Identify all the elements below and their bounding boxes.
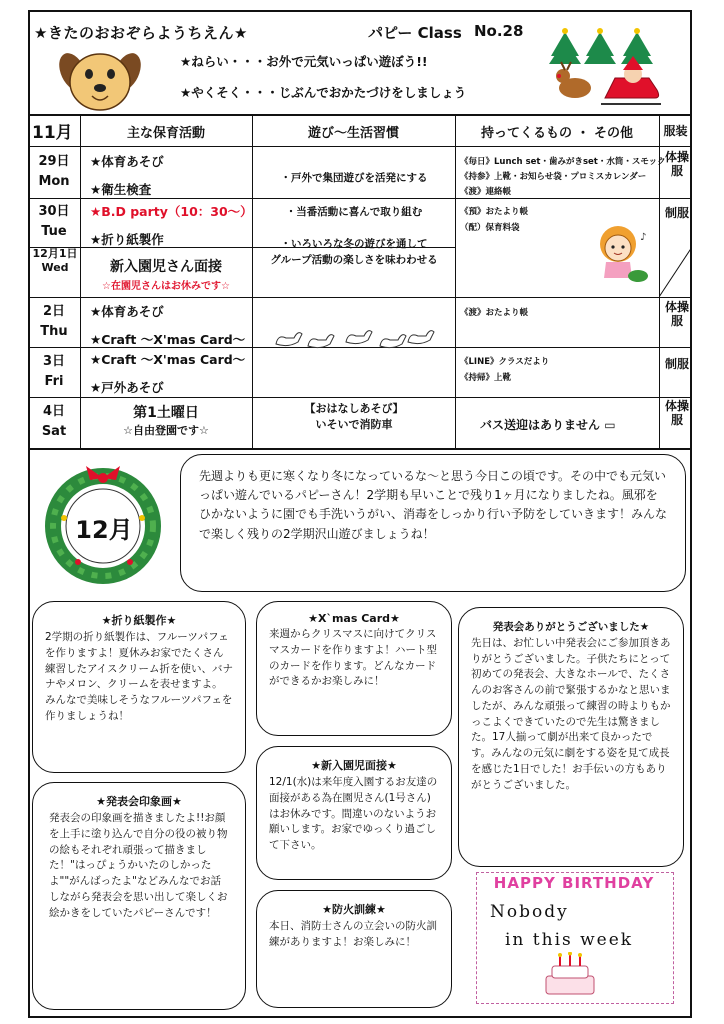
- origami-note: [32, 601, 246, 773]
- fire-drill-text: 本日、消防士さんの立会いの防火訓練がありますよ！お楽しみに！: [269, 920, 437, 948]
- activity-fri-1: ★Craft ～X'mas Card～: [90, 352, 246, 367]
- activity-mon-2: ★衛生検査: [90, 182, 152, 197]
- story-title: 【おはなしあそび】: [304, 402, 404, 415]
- items-tue-1: 《預》おたより帳: [460, 207, 529, 217]
- day-thu: 2日 Thu: [40, 304, 68, 340]
- class-promise: ★やくそく・・・じぶんでおかたづけをしましょう: [180, 85, 467, 100]
- class-name: パピー Class: [368, 24, 462, 42]
- svg-text:♪: ♪: [640, 232, 647, 243]
- birthday-title: HAPPY BIRTHDAY: [493, 874, 655, 892]
- activity-fri-2: ★戸外あそび: [90, 380, 164, 395]
- col-uniform: 服装: [663, 124, 688, 138]
- activity-thu-2: ★Craft ～X'mas Card～: [90, 332, 246, 347]
- story-name: いそいで消防車: [315, 418, 393, 431]
- recital-thanks-text: 先日は、お忙しい中発表会にご参加頂きありがとうございました。子供たちにとって初めての発表会、大きなホールで、たくさんのお客さんの前で緊張するかなと思いましたが、みんな頑張って練習の時よりもかっこよくできていたので先生は驚きました。17人揃って劇が出来て良かったです。みんなの元気に劇をする姿を見て成長を感じた1日でした！お手伝いの方もありがとうございました。: [471, 636, 671, 791]
- activity-sat-2: ☆自由登園です☆: [123, 424, 209, 437]
- birthday-line-1: Nobody: [490, 902, 569, 922]
- christmas-illustration: [545, 26, 665, 116]
- col-play-habits: 遊び～生活習慣: [307, 126, 399, 141]
- bus-icon: ▭: [604, 418, 616, 432]
- activity-wed-2: ☆在園児さんはお休みです☆: [102, 281, 230, 292]
- day-fri: 3日 Fri: [42, 354, 66, 390]
- girl-illustration: [596, 222, 654, 288]
- origami-text: 2学期の折り紙製作は、フルーツパフェを作りますよ！夏休みお家でたくさん練習したアイスクリーム折を使い、バナナやメロン、クリームを表せますよ。みんなで美味しそうなフルーツパフェを作りましょうね！: [45, 631, 233, 722]
- habit-2: ・当番活動に喜んで取り組む: [285, 206, 423, 218]
- activity-tue-2: ★折り紙製作: [90, 232, 164, 247]
- uniform-mon: 体操服: [664, 150, 689, 178]
- drawing-title: ★発表会印象画★: [96, 795, 182, 808]
- items-fri-1: 《LINE》クラスだより: [460, 357, 550, 367]
- uniform-sat: 体操服: [664, 399, 689, 427]
- dog-illustration: [55, 44, 145, 114]
- issue-number: No.28: [474, 22, 524, 40]
- items-tue-2: （配）保育料袋: [460, 223, 520, 233]
- items-mon-1: 《毎日》Lunch set・歯みがきset・水筒・スモック: [460, 157, 666, 167]
- xmas-note: [256, 601, 452, 736]
- month-badge: 12月: [75, 516, 133, 544]
- activity-thu-1: ★体育あそび: [90, 304, 164, 319]
- habit-4: グループ活動の楽しさを味わわせる: [270, 254, 438, 266]
- items-fri-2: 《持帰》上靴: [460, 373, 512, 383]
- col-items: 持ってくるもの ・ その他: [480, 126, 634, 141]
- xmas-text: 来週からクリスマスに向けてクリスマスカードを作りますよ！ハート型のカードを作ります。どんなカードができるかお楽しみに！: [269, 628, 437, 688]
- uniform-thu: 体操服: [664, 300, 689, 328]
- interview-title: ★新入園児面接★: [311, 759, 397, 772]
- drawing-text: 発表会の印象画を描きましたよ!!お顔を上手に塗り込んで自分の役の被り物の絵もそれぞれ頑張って描きました！"はっぴょうかいたのしかったよ""がんばったよ"などみんなでお話しながら発表会を思い出して楽しくお絵かきをしていたパピーさんです！: [49, 812, 228, 919]
- uniform-tue: 制服: [664, 206, 689, 220]
- table-bottom-border: [28, 448, 692, 450]
- activity-mon-1: ★体育あそび: [90, 154, 164, 169]
- interview-note: [256, 746, 452, 880]
- uniform-fri: 制服: [664, 357, 689, 371]
- day-tue: 30日 Tue: [38, 204, 70, 240]
- items-mon-2: 《持参》上靴・お知らせ袋・プロミスカレンダー: [460, 172, 647, 182]
- xmas-title: ★X`mas Card★: [308, 612, 400, 625]
- recital-thanks-note: [458, 607, 684, 867]
- table-header-border: [28, 146, 692, 147]
- fire-drill-note: [256, 890, 452, 1008]
- col-activities: 主な保育活動: [126, 126, 205, 141]
- cake-illustration: [540, 952, 600, 998]
- items-mon-3: 《渡》連絡帳: [460, 187, 512, 197]
- ducks-illustration: [268, 318, 443, 350]
- activity-wed-1: 新入園児さん面接: [110, 259, 222, 275]
- school-name: ★きたのおおぞらようちえん★: [34, 24, 248, 42]
- habit-3: ・いろいろな冬の遊びを通して: [280, 238, 428, 250]
- intro-bubble: [180, 454, 686, 592]
- items-thu-1: 《渡》おたより帳: [460, 308, 529, 318]
- activity-sat-1: 第1土曜日: [133, 405, 199, 421]
- day-wed: 12月1日 Wed: [32, 247, 78, 274]
- items-sat: バス送迎はありません ▭: [480, 418, 616, 432]
- day-sat: 4日 Sat: [41, 404, 67, 440]
- habit-1: ・戸外で集団遊びを活発にする: [280, 172, 428, 184]
- month-label: 11月: [32, 123, 73, 143]
- origami-title: ★折り紙製作★: [101, 614, 177, 627]
- diagonal-line: [659, 247, 692, 297]
- activity-tue-1: ★B.D party（10：30～）: [90, 204, 253, 219]
- day-mon: 29日 Mon: [38, 154, 70, 190]
- class-goal: ★ねらい・・・お外で元気いっぱい遊ぼう!!: [180, 54, 428, 69]
- table-top-border: [28, 114, 692, 116]
- fire-drill-title: ★防火訓練★: [322, 903, 386, 916]
- recital-thanks-title: 発表会ありがとうございました★: [492, 621, 650, 633]
- birthday-line-2: in this week: [505, 930, 634, 950]
- drawing-note: [32, 782, 246, 1010]
- interview-text: 12/1(水)は来年度入園するお友達の面接がある為在園児さん(1号さん)はお休みです。間違いのないようお願いします。お家でゆっくり過ごして下さい。: [269, 776, 438, 851]
- intro-text: 先週よりも更に寒くなり冬になっているな～と思う今日この頃です。その中でも元気いっぱい遊んでいるパピーさん！2学期も早いことで残り1ヶ月になりましたね。風邪をひかないように園でも手洗いうがい、消毒をしっかり行い予防をしていきます！みんなで楽しく残りの2学期沢山遊びましょうね！: [199, 469, 668, 541]
